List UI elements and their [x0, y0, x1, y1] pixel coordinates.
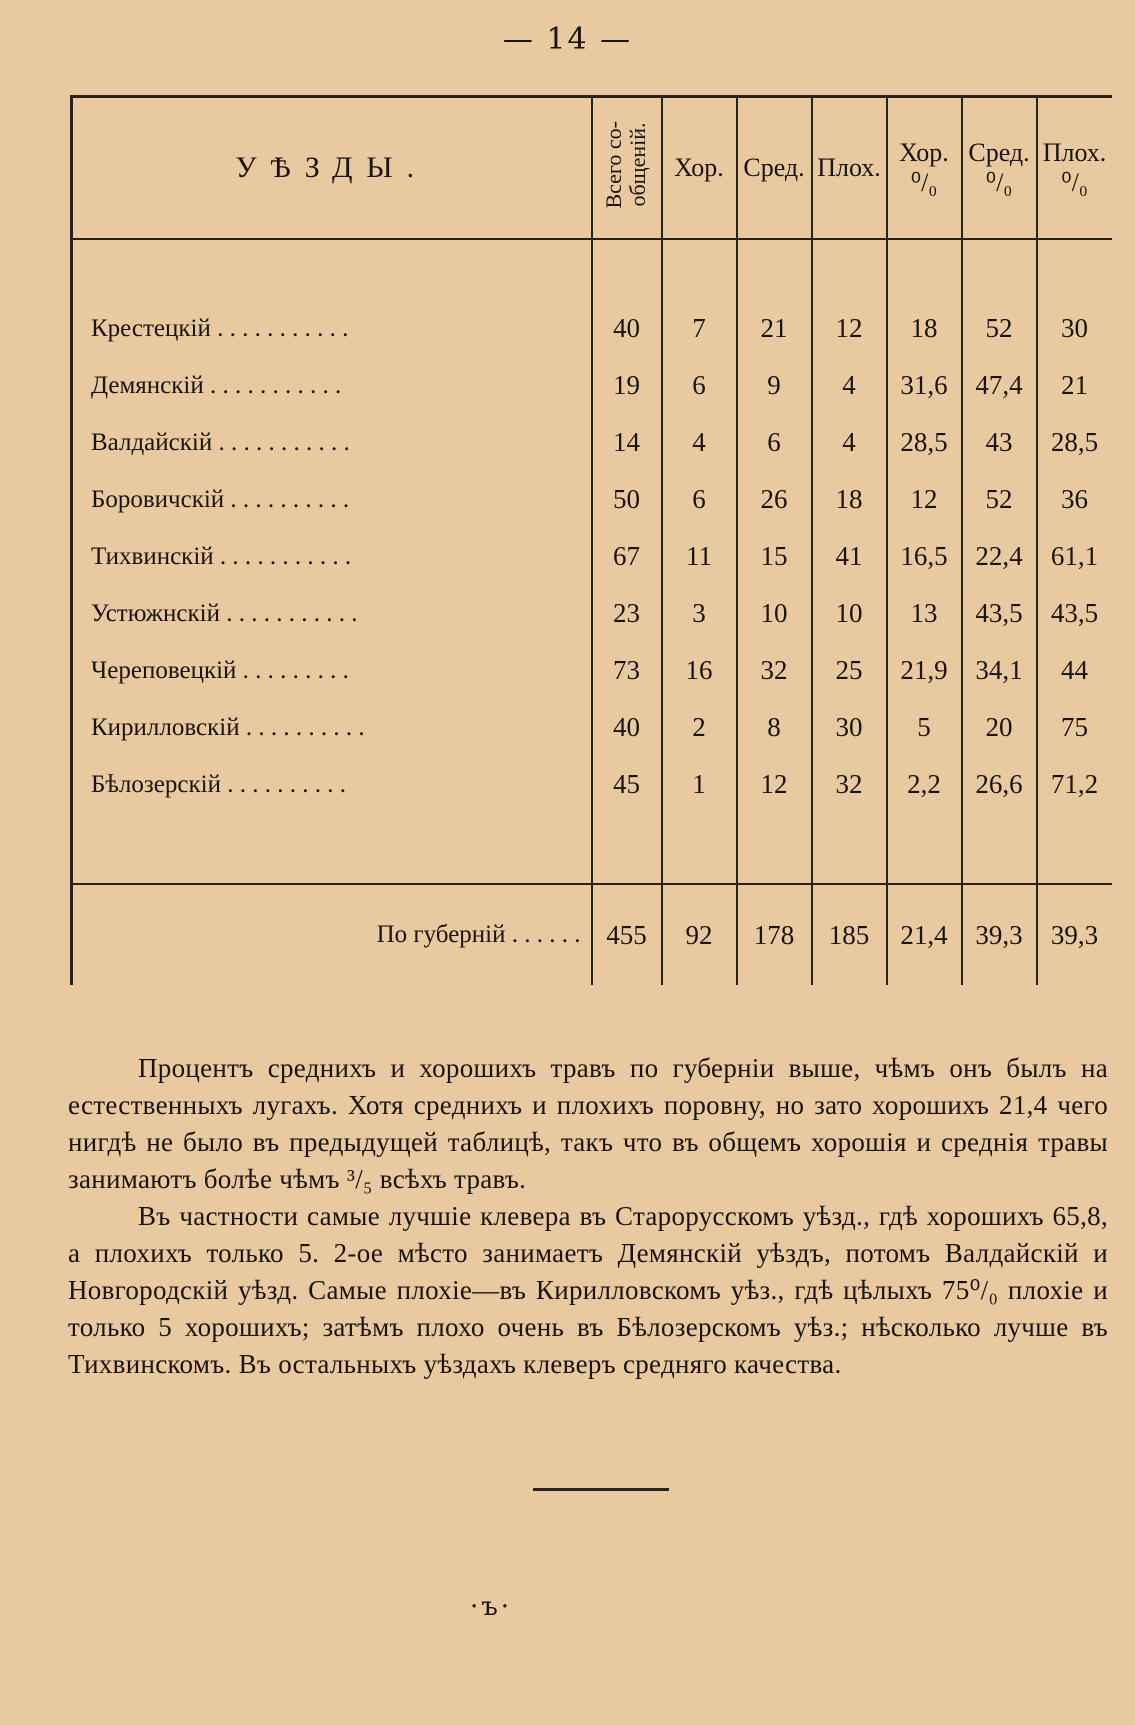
row-bad-pct: 21 [1037, 357, 1112, 414]
row-good: 1 [662, 756, 737, 813]
table-spacer-row [72, 813, 1112, 884]
table-row [72, 699, 1112, 756]
table-row [72, 528, 1112, 585]
total-row-good-pct: 21,4 [887, 884, 962, 985]
row-bad: 4 [812, 414, 887, 471]
total-row-district-name: По губерній . . . . . . [72, 884, 592, 985]
row-medium-pct: 47,4 [962, 357, 1037, 414]
header-total-label: Всего со- общеній. [601, 120, 651, 209]
row-district-name: Крестецкій . . . . . . . . . . . [72, 300, 592, 357]
row-medium: 12 [737, 756, 812, 813]
row-bad: 4 [812, 357, 887, 414]
table-row [72, 357, 1112, 414]
row-medium: 9 [737, 357, 812, 414]
row-bad-pct: 43,5 [1037, 585, 1112, 642]
row-good-pct: 31,6 [887, 357, 962, 414]
row-district-name: Бѣлозерскій . . . . . . . . . . [72, 756, 592, 813]
row-good-pct: 16,5 [887, 528, 962, 585]
total-row-medium-pct: 39,3 [962, 884, 1037, 985]
row-district-name: Валдайскій . . . . . . . . . . . [72, 414, 592, 471]
row-medium: 26 [737, 471, 812, 528]
row-good-pct: 5 [887, 699, 962, 756]
row-good-pct: 21,9 [887, 642, 962, 699]
row-total: 73 [592, 642, 662, 699]
row-bad: 18 [812, 471, 887, 528]
table-row [72, 300, 1112, 357]
row-medium-pct: 52 [962, 300, 1037, 357]
row-total: 45 [592, 756, 662, 813]
row-good: 7 [662, 300, 737, 357]
row-bad-pct: 75 [1037, 699, 1112, 756]
table-row [72, 585, 1112, 642]
district-table [70, 95, 1112, 985]
row-total: 40 [592, 699, 662, 756]
total-row-total: 455 [592, 884, 662, 985]
row-good: 4 [662, 414, 737, 471]
row-good: 16 [662, 642, 737, 699]
total-row-medium: 178 [737, 884, 812, 985]
row-good-pct: 18 [887, 300, 962, 357]
row-bad: 30 [812, 699, 887, 756]
row-bad-pct: 71,2 [1037, 756, 1112, 813]
header-district: УѢЗДЫ. [72, 97, 592, 240]
table-total-row [72, 884, 1112, 985]
row-medium-pct: 43 [962, 414, 1037, 471]
row-bad-pct: 28,5 [1037, 414, 1112, 471]
header-bad-pct: Плох. ⁰/₀ [1037, 97, 1112, 240]
body-text [68, 1050, 1108, 1383]
row-medium-pct: 52 [962, 471, 1037, 528]
row-medium: 8 [737, 699, 812, 756]
header-good-pct: Хор. ⁰/₀ [887, 97, 962, 240]
row-good: 6 [662, 471, 737, 528]
row-good: 3 [662, 585, 737, 642]
row-good-pct: 28,5 [887, 414, 962, 471]
row-good-pct: 2,2 [887, 756, 962, 813]
row-total: 50 [592, 471, 662, 528]
row-total: 23 [592, 585, 662, 642]
header-bad: Плох. [812, 97, 887, 240]
row-medium: 6 [737, 414, 812, 471]
row-good: 2 [662, 699, 737, 756]
row-bad-pct: 61,1 [1037, 528, 1112, 585]
table-header-row [72, 97, 1112, 240]
total-row-bad: 185 [812, 884, 887, 985]
row-good-pct: 13 [887, 585, 962, 642]
row-district-name: Устюжнскій . . . . . . . . . . . [72, 585, 592, 642]
row-medium-pct: 34,1 [962, 642, 1037, 699]
row-good: 6 [662, 357, 737, 414]
row-medium-pct: 22,4 [962, 528, 1037, 585]
row-bad: 32 [812, 756, 887, 813]
row-total: 40 [592, 300, 662, 357]
row-medium-pct: 26,6 [962, 756, 1037, 813]
row-bad: 41 [812, 528, 887, 585]
row-bad-pct: 44 [1037, 642, 1112, 699]
row-good-pct: 12 [887, 471, 962, 528]
page-number: — 14 — [502, 22, 633, 57]
header-total [592, 97, 662, 240]
row-total: 19 [592, 357, 662, 414]
paragraph-2: Въ частности самые лучшіе клевера въ Старорусскомъ уѣзд., гдѣ хорошихъ 65,8, а плохихъ только 5. 2-ое мѣсто занимаетъ Демянскій уѣздъ, потомъ Валдайскій и Новгородскій уѣзд. Самые плохіе—въ Кирилловскомъ уѣз., гдѣ цѣлыхъ 75⁰/₀ плохіе и только 5 хорошихъ; затѣмъ плохо очень въ Бѣлозерскомъ уѣз.; нѣсколько лучше въ Тихвинскомъ. Въ остальныхъ уѣздахъ клеверъ средняго качества. [68, 1201, 1108, 1379]
row-bad-pct: 30 [1037, 300, 1112, 357]
header-good: Хор. [662, 97, 737, 240]
table-row [72, 756, 1112, 813]
row-district-name: Тихвинскій . . . . . . . . . . . [72, 528, 592, 585]
row-district-name: Череповецкій . . . . . . . . . [72, 642, 592, 699]
ornament: ·ъ· [470, 1592, 513, 1622]
header-medium-pct: Сред. ⁰/₀ [962, 97, 1037, 240]
row-district-name: Демянскій . . . . . . . . . . . [72, 357, 592, 414]
row-medium: 15 [737, 528, 812, 585]
total-row-good: 92 [662, 884, 737, 985]
table-spacer-row [72, 239, 1112, 300]
row-medium-pct: 43,5 [962, 585, 1037, 642]
row-good: 11 [662, 528, 737, 585]
row-total: 14 [592, 414, 662, 471]
row-bad: 12 [812, 300, 887, 357]
row-medium-pct: 20 [962, 699, 1037, 756]
paragraph-1: Процентъ среднихъ и хорошихъ травъ по губерніи выше, чѣмъ онъ былъ на естественныхъ лугахъ. Хотя среднихъ и плохихъ поровну, но зато хорошихъ 21,4 чего нигдѣ не было въ предыдущей таблицѣ, такъ что въ общемъ хорошія и среднія травы занимаютъ болѣе чѣмъ ³/₅ всѣхъ травъ. [68, 1053, 1108, 1194]
row-district-name: Боровичскій . . . . . . . . . . [72, 471, 592, 528]
row-bad: 25 [812, 642, 887, 699]
row-bad: 10 [812, 585, 887, 642]
row-medium: 10 [737, 585, 812, 642]
row-medium: 32 [737, 642, 812, 699]
row-bad-pct: 36 [1037, 471, 1112, 528]
section-divider [533, 1488, 669, 1491]
row-total: 67 [592, 528, 662, 585]
district-table-container [70, 95, 1110, 985]
row-district-name: Кирилловскій . . . . . . . . . . [72, 699, 592, 756]
table-row [72, 642, 1112, 699]
row-medium: 21 [737, 300, 812, 357]
total-row-bad-pct: 39,3 [1037, 884, 1112, 985]
table-row [72, 414, 1112, 471]
table-row [72, 471, 1112, 528]
header-medium: Сред. [737, 97, 812, 240]
